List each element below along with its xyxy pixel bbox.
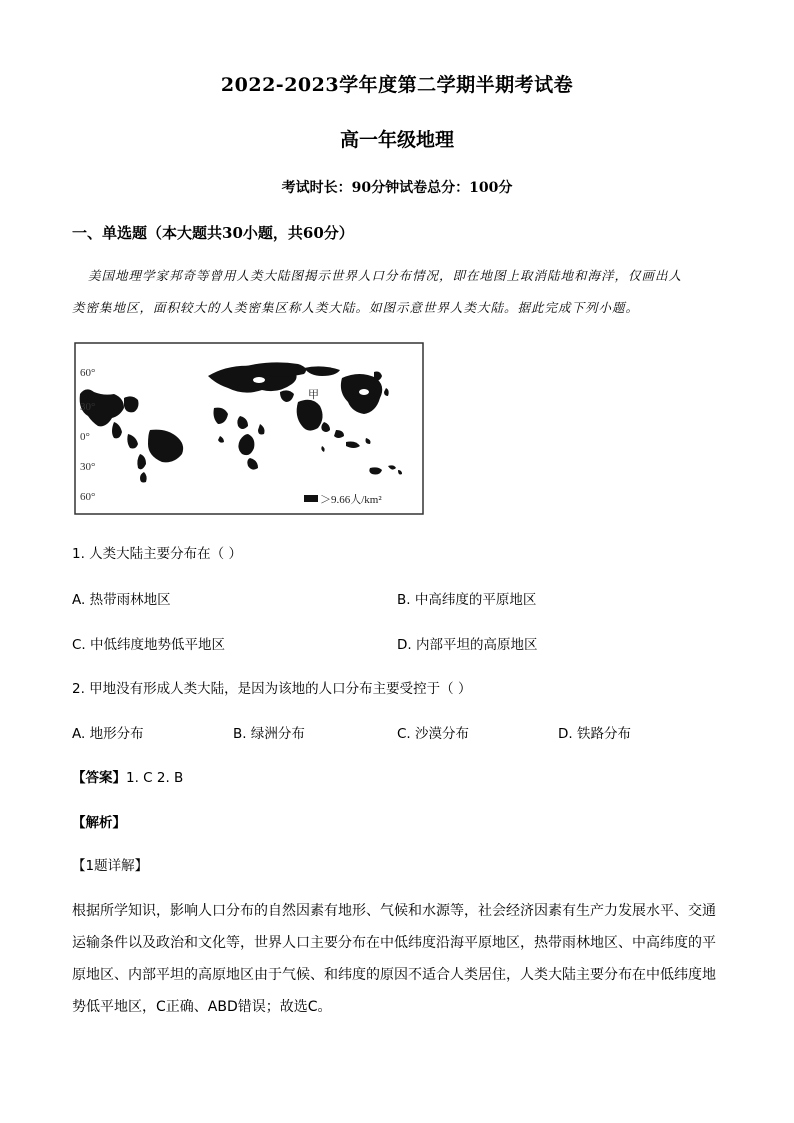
section-heading: 一、单选题（本大题共30小题，共60分）: [72, 224, 354, 242]
detail-line-3: 原地区、内部平坦的高原地区由于气候、和纬度的原因不适合人类居住，人类大陆主要分布在中低纬度地: [72, 967, 716, 983]
question-2-option-b: B. 绿洲分布: [233, 726, 305, 742]
lat-label-60n: 60°: [80, 367, 96, 379]
lat-label-0: 0°: [80, 431, 90, 443]
legend-swatch: [304, 495, 318, 502]
question-2-option-a: A. 地形分布: [72, 726, 144, 742]
detail-line-2: 运输条件以及政治和文化等，世界人口主要分布在中低纬度沿海平原地区，热带雨林地区、中高纬度的平: [72, 935, 716, 951]
question-1-option-d: D. 内部平坦的高原地区: [397, 637, 538, 653]
detail-label: 【1题详解】: [72, 858, 149, 874]
question-2-option-d: D. 铁路分布: [558, 726, 631, 742]
question-1-stem: 1. 人类大陆主要分布在（ ）: [72, 546, 242, 562]
question-1-option-c: C. 中低纬度地势低平地区: [72, 637, 226, 653]
answer-label: 【答案】: [72, 770, 126, 786]
detail-line-4: 势低平地区，C正确、ABD错误；故选C。: [72, 999, 332, 1015]
question-2-stem: 2. 甲地没有形成人类大陆，是因为该地的人口分布主要受控于（ ）: [72, 681, 472, 697]
legend-label: ＞9.66人/km²: [320, 494, 382, 506]
lat-label-30s: 30°: [80, 461, 96, 473]
exam-meta: 考试时长：90分钟试卷总分：100分: [281, 180, 513, 196]
analysis-label: 【解析】: [72, 815, 126, 831]
exam-title: 2022-2023学年度第二学期半期考试卷: [220, 74, 574, 96]
question-1-option-a: A. 热带雨林地区: [72, 592, 171, 608]
lat-label-60s: 60°: [80, 491, 96, 503]
answer-text: 1. C 2. B: [126, 770, 184, 786]
lat-label-30n: 30°: [80, 401, 96, 413]
question-2-option-c: C. 沙漠分布: [397, 726, 470, 742]
question-1-option-b: B. 中高纬度的平原地区: [397, 592, 537, 608]
exam-subtitle: 高一年级地理: [339, 129, 454, 151]
detail-line-1: 根据所学知识，影响人口分布的自然因素有地形、气候和水源等，社会经济因素有生产力发展水平、交通: [72, 903, 716, 919]
human-continent-map: [74, 342, 424, 515]
answer-line: [72, 766, 183, 786]
intro-line-1: 美国地理学家邦奇等曾用人类大陆图揭示世界人口分布情况，即在地图上取消陆地和海洋，仅画出人: [88, 268, 683, 283]
place-label-jia: 甲: [308, 388, 319, 401]
intro-line-2: 类密集地区，面积较大的人类密集区称人类大陆。如图示意世界人类大陆。据此完成下列小题。: [72, 300, 640, 315]
